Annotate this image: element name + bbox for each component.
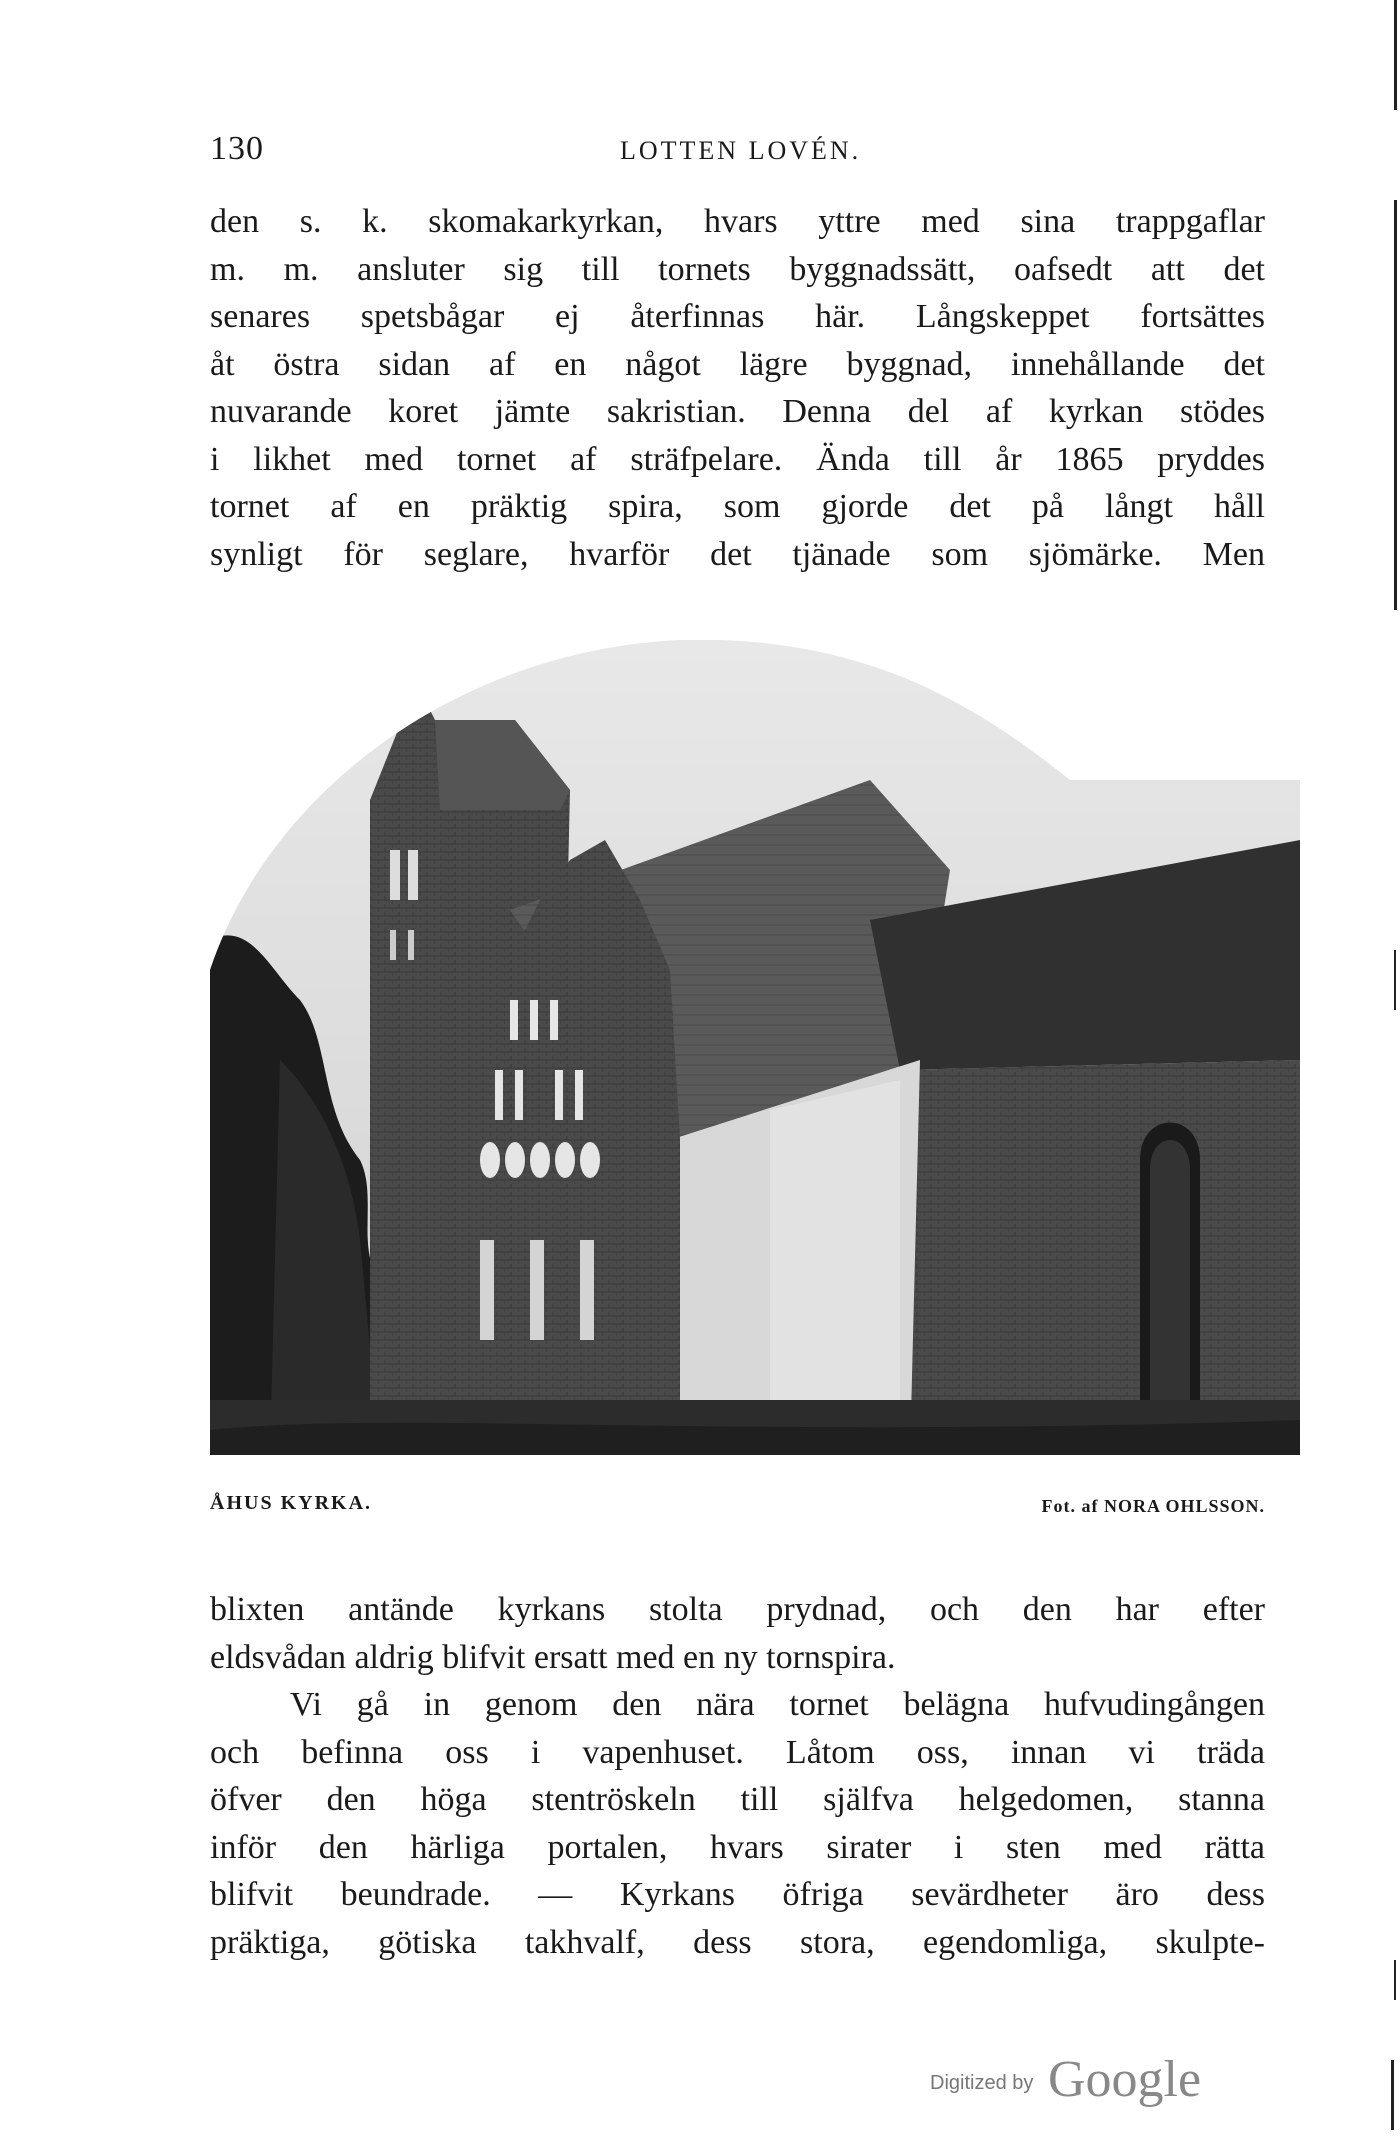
scan-edge-mark — [1394, 950, 1396, 1010]
church-illustration — [210, 640, 1300, 1455]
text-line: inför den härliga portalen, hvars sirater i sten med rätta — [210, 1828, 1265, 1866]
caption-credit: Fot. af NORA OHLSSON. — [1041, 1496, 1265, 1516]
text-line: åt östra sidan af en något lägre byggnad, innehållande det — [210, 345, 1265, 383]
text-line: i likhet med tornet af sträfpelare. Ända till år 1865 pryddes — [210, 440, 1265, 478]
text-line: präktiga, götiska takhvalf, dess stora, egendomliga, skulpte- — [210, 1923, 1265, 1961]
text-line: eldsvådan aldrig blifvit ersatt med en ny tornspira. — [210, 1638, 896, 1676]
page-number: 130 — [210, 130, 264, 167]
scan-edge-mark — [1394, 1960, 1396, 2000]
figure-caption — [210, 1492, 1265, 1522]
text-line: senares spetsbågar ej återfinnas här. Långskeppet fortsättes — [210, 298, 1265, 335]
paragraph-top — [210, 198, 1265, 578]
text-line: Vi gå in genom den nära tornet belägna hufvudingången — [290, 1686, 1265, 1723]
text-line: nuvarande koret jämte sakristian. Denna del af kyrkan stödes — [210, 393, 1265, 430]
text-line: tornet af en präktig spira, som gjorde det på långt håll — [210, 488, 1265, 525]
text-line: m. m. ansluter sig till tornets byggnadssätt, oafsedt att det — [210, 250, 1265, 288]
text-line: synligt för seglare, hvarför det tjänade som sjömärke. Men — [210, 535, 1265, 573]
caption-title: ÅHUS KYRKA. — [210, 1492, 373, 1514]
paragraph-bottom — [210, 1586, 1265, 1681]
scan-edge-mark — [1394, 200, 1397, 610]
text-line: blifvit beundrade. — Kyrkans öfriga sevärdheter äro dess — [210, 1876, 1265, 1913]
paragraph-third — [210, 1681, 1265, 1966]
running-title: LOTTEN LOVÉN. — [620, 136, 862, 165]
text-line: och befinna oss i vapenhuset. Låtom oss, innan vi träda — [210, 1733, 1265, 1771]
text-line: blixten antände kyrkans stolta prydnad, och den har efter — [210, 1591, 1265, 1628]
page-header — [210, 130, 1265, 170]
scan-edge-mark — [1394, 0, 1397, 110]
google-logo: Google — [1048, 2051, 1202, 2108]
church-photograph — [210, 640, 1300, 1455]
watermark-prefix: Digitized by — [930, 2072, 1034, 2094]
text-line: öfver den höga stentröskeln till själfva helgedomen, stanna — [210, 1781, 1265, 1818]
scan-edge-mark — [1391, 2060, 1394, 2130]
text-line: den s. k. skomakarkyrkan, hvars yttre med sina trappgaflar — [210, 203, 1265, 240]
